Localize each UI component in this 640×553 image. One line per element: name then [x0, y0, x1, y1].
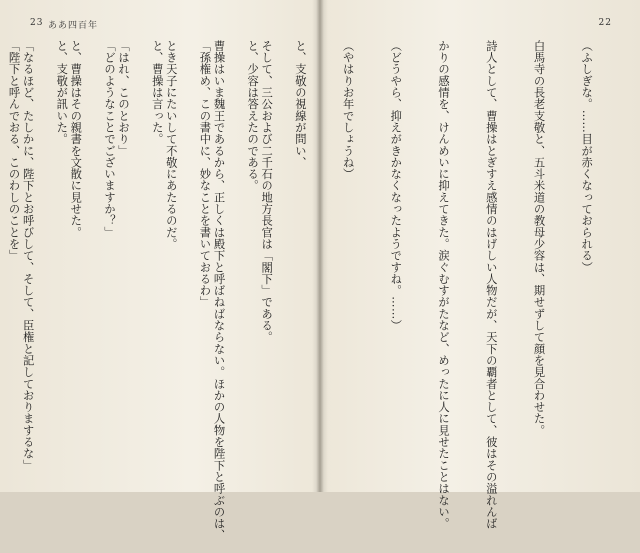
- text-line: かりの感情を、けんめいに抑えてきた。涙ぐむすがたなど、めったに人に見せたことはない。: [437, 40, 451, 530]
- text-line: （ふしぎな。……目が赤くなっておられる）: [580, 40, 594, 273]
- gutter-shadow: [312, 0, 328, 492]
- text-line: とき天子にたいして不敬にあたるのだ。: [164, 40, 178, 250]
- text-line: と、支敬の視線が問い、: [293, 40, 307, 169]
- text-line: と、少容は答えたのである。: [246, 40, 260, 192]
- text-line: 曹操はいま魏王であるから、正しくは殿下と呼ばねばならない。ほかの人物を陛下と呼ぶのは、: [212, 40, 226, 541]
- page-number: 22: [598, 18, 612, 28]
- text-line: 「陛下と呼んでおる、このわしのことを」: [7, 40, 21, 262]
- text-line: そして、三公および二千石の地方長官は「閣下」である。: [260, 40, 274, 343]
- text-line: と、支敬が訊いた。: [55, 40, 69, 145]
- text-line: （どうやら、抑えがきかなくなったようですね。……）: [389, 40, 403, 332]
- text-line: と、曹操はその親書を文散に見せた。: [69, 40, 83, 239]
- text-line: 詩人として、曹操はとぎすえ感情のはげしい人物だが、天下の覇者として、彼はその溢れんば: [484, 40, 498, 530]
- text-line: 「はれ、このとおり」: [117, 40, 131, 157]
- page-number: 23: [30, 18, 44, 28]
- running-title: ああ四百年: [48, 21, 99, 31]
- text-line: （やはりお年でしょうね）: [341, 40, 355, 180]
- text-line: 「どのようなことでございますか？」: [103, 40, 116, 239]
- text-line: 「なるほど、たしかに、陛下とお呼びして、そして、臣権と記しておりまするな」: [21, 40, 35, 472]
- text-line: と、曹操は言った。: [150, 40, 164, 145]
- text-line: 白馬寺の長老支敬と、五斗米道の教母少容は、期せずして顔を見合わせた。: [532, 40, 546, 437]
- text-line: 「孫権め、この書中に、妙なことを書いておるわ」: [198, 40, 212, 308]
